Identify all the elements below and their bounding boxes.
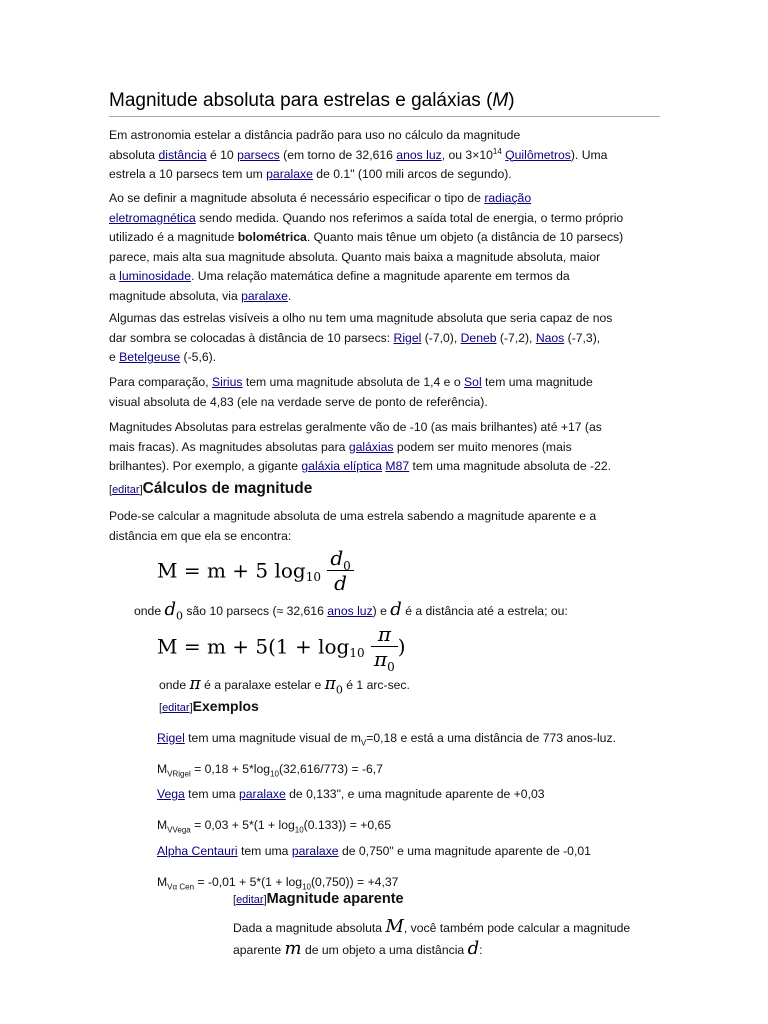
link-paralaxe-2[interactable]: paralaxe [241, 288, 288, 303]
link-galaxias[interactable]: galáxias [348, 439, 394, 454]
example-vega: Vega tem uma paralaxe de 0,133", e uma magnitude aparente de +0,03 [157, 787, 545, 801]
edit-link-exemplos[interactable]: editar [162, 702, 190, 714]
section-heading-magnitude-aparente: [editar]Magnitude aparente [233, 891, 404, 907]
link-sol[interactable]: Sol [464, 375, 482, 389]
link-galaxia-eliptica[interactable]: galáxia elíptica [301, 459, 383, 473]
edit-link-magnitude-aparente[interactable]: editar [236, 894, 264, 906]
link-deneb[interactable]: Deneb [460, 330, 497, 345]
formula-parallax-magnitude: $M = m + 5(1 + \log_{10}$ $\frac{\pi}{\pi_0}$ ) [157, 622, 406, 674]
link-rigel-2[interactable]: Rigel [157, 731, 185, 745]
link-rigel[interactable]: Rigel [393, 330, 422, 345]
calc-vega: $M_{VVega} = 0,03 + 5*(1 + \log_{10}(0.133)) = +0,65$ [157, 818, 392, 835]
paragraph-comparison: Para comparação, Sirius tem uma magnitude absoluta de 1,4 e o Sol tem uma magnitude visual absoluta de 4,83 (ele na verdade serve de ponto de referência). [109, 375, 593, 409]
link-luminosidade[interactable]: luminosidade [119, 269, 191, 283]
page-title: Magnitude absoluta para estrelas e galáxias (M) [109, 88, 660, 117]
link-sirius[interactable]: Sirius [211, 375, 243, 389]
link-radiacao[interactable]: radiação [484, 191, 532, 205]
formula-absolute-magnitude: M = m + 5 $\log_{10}$ $\frac{d_0}{d}$ [157, 546, 354, 595]
calc-alpha-centauri: $M_{V\alpha Cen} = -0,01 + 5*(1 + \log_{10}(0,750)) = +4,37$ [157, 875, 399, 892]
link-anos-luz-2[interactable]: anos luz [327, 604, 373, 618]
paragraph-apparent-magnitude: Dada a magnitude absoluta M, você também pode calcular a magnitude aparente m de um objeto a uma distância d: [233, 916, 631, 959]
link-anos-luz[interactable]: anos luz [396, 147, 442, 162]
section-heading-exemplos: [editar]Exemplos [159, 698, 259, 714]
link-distancia[interactable]: distância [158, 147, 207, 162]
link-betelgeuse[interactable]: Betelgeuse [119, 350, 181, 364]
title-symbol: M [492, 90, 509, 111]
link-paralaxe-4[interactable]: paralaxe [291, 844, 339, 858]
edit-link-calculos[interactable]: editar [112, 484, 140, 496]
link-m87[interactable]: M87 [385, 459, 410, 473]
link-alpha-centauri[interactable]: Alpha Centauri [157, 844, 238, 858]
paragraph-intro: Em astronomia estelar a distância padrão para uso no cálculo da magnitude absoluta distância é 10 parsecs (em torno de 32,616 anos luz, ou $3\times 10^{14}$ Quilômetros). Uma estrela a 10 parsecs tem um paralaxe de 0.1" (100 mili arcos de segundo). [109, 128, 608, 181]
paragraph-onde-pi: onde π é a paralaxe estelar e $\pi_0$ é 1 arc-sec. [159, 674, 410, 697]
link-eletromagnetica[interactable]: eletromagnética [109, 210, 196, 225]
example-rigel: Rigel tem uma magnitude visual de $m_V=0,18$ e está a uma distância de 773 anos-luz. [157, 731, 616, 748]
link-naos[interactable]: Naos [535, 330, 565, 345]
link-vega[interactable]: Vega [157, 787, 185, 801]
calc-rigel: $M_{VRigel} = 0,18 + 5*\log_{10}(32,616/773) = -6,7$ [157, 762, 383, 779]
link-paralaxe[interactable]: paralaxe [266, 167, 313, 181]
paragraph-onde-d0: onde $d_0$ são 10 parsecs (≈ 32,616 anos luz) e d é a distância até a estrela; ou: [134, 599, 568, 623]
paragraph-calc-intro: Pode-se calcular a magnitude absoluta de uma estrela sabendo a magnitude aparente e a distância em que ela se encontra: [109, 509, 597, 543]
example-alpha-centauri: Alpha Centauri tem uma paralaxe de 0,750" e uma magnitude aparente de -0,01 [157, 844, 591, 858]
section-heading-calculos: [editar]Cálculos de magnitude [109, 480, 313, 497]
paragraph-ranges: Magnitudes Absolutas para estrelas geralmente vão de -10 (as mais brilhantes) até +17 (as mais fracas). As magnitudes absolutas para galáxias podem ser muito menores (mais brilhantes). Por exemplo, a gigante galáxia elíptica M87 tem uma magnitude absoluta de -22. [109, 420, 612, 473]
link-quilometros[interactable]: Quilômetros [505, 147, 571, 162]
link-parsecs[interactable]: parsecs [237, 147, 280, 162]
link-paralaxe-3[interactable]: paralaxe [238, 787, 286, 801]
paragraph-radiation: Ao se definir a magnitude absoluta é necessário especificar o tipo de radiação eletromagnética sendo medida. Quando nos referimos a saída total de energia, o termo próprio utilizado é a magnitude bolométrica. Quanto mais tênue um objeto (a distância de 10 parsecs) parece, mais alta sua magnitude absoluta. Quanto mais baixa a magnitude absoluta, maior a luminosidade. Uma relação matemática define a magnitude aparente em termos da magnitude absoluta, via paralaxe. [109, 191, 624, 303]
paragraph-visible-stars: Algumas das estrelas visíveis a olho nu tem uma magnitude absoluta que seria capaz de nos dar sombra se colocadas à distância de 10 parsecs: Rigel (-7,0), Deneb (-7,2), Naos (-7,3), e Betelgeuse (-5,6). [109, 311, 613, 364]
